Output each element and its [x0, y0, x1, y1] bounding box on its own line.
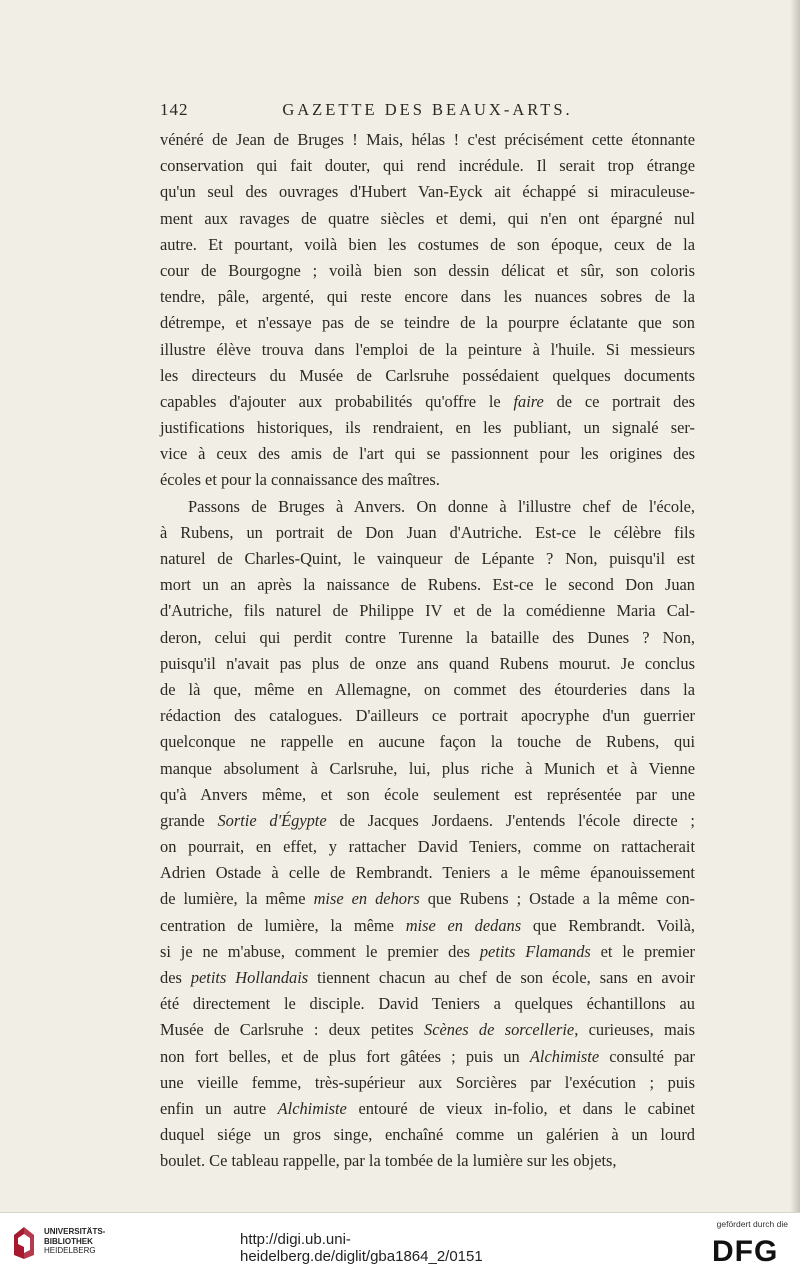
text-run: mort un an après la naissance de Rubens. Est-ce le second Don Juan — [160, 575, 695, 595]
text-run: d'Autriche, fils naturel de Philippe IV et de la comédienne Maria Cal- — [160, 601, 695, 621]
text-line — [160, 153, 695, 179]
text-line — [160, 913, 695, 939]
italic-title: Alchimiste — [277, 1098, 347, 1118]
text-line — [160, 1096, 695, 1122]
italic-title: Scènes de sorcellerie — [424, 1020, 575, 1040]
library-name-line3: HEIDELBERG — [44, 1246, 96, 1255]
text-run: que Rembrandt. Voilà, — [521, 915, 695, 935]
text-run: non fort belles, et de plus fort gâtées ; puis un — [160, 1046, 530, 1066]
text-line — [160, 991, 695, 1017]
text-run: on pourrait, en effet, y rattacher David Teniers, comme on rattacherait — [160, 837, 695, 857]
italic-title: Alchimiste — [529, 1046, 600, 1066]
text-line — [160, 756, 695, 782]
text-line — [160, 441, 695, 467]
text-line — [160, 284, 695, 310]
text-run: des — [160, 968, 191, 987]
text-line — [160, 389, 695, 415]
text-line — [160, 808, 695, 834]
text-line — [160, 572, 695, 598]
text-line — [160, 179, 695, 205]
text-line — [160, 703, 695, 729]
text-line — [160, 494, 695, 520]
text-run: qu'à Anvers même, et son école seulement est représentée par une — [160, 784, 695, 804]
page-number: 142 — [160, 100, 189, 119]
text-run: cour de Bourgogne ; voilà bien son dessin délicat et sûr, son coloris — [160, 260, 695, 280]
library-name — [44, 1227, 105, 1256]
text-run: capables d'ajouter aux probabilités qu'offre le — [160, 391, 514, 411]
text-line — [160, 598, 695, 624]
funded-by-label: gefördert durch die — [716, 1219, 788, 1229]
dfg-logo-text: DFG — [712, 1235, 779, 1265]
text-run: autre. Et pourtant, voilà bien les costumes de son époque, ceux de la — [160, 234, 695, 254]
text-line — [160, 834, 695, 860]
university-library-logo-icon — [10, 1225, 38, 1261]
text-run: conservation qui fait douter, qui rend incrédule. Il serait trop étrange — [160, 156, 695, 176]
text-run: enfin un autre — [160, 1098, 278, 1118]
text-run: de là que, même en Allemagne, on commet des étourderies dans la — [160, 679, 695, 699]
text-line — [160, 1148, 695, 1174]
text-line — [160, 415, 695, 441]
text-line — [160, 127, 695, 153]
text-line — [160, 1070, 695, 1096]
text-line — [160, 337, 695, 363]
italic-title: petits Flamands — [479, 941, 591, 961]
italic-title: petits Hollandais — [190, 968, 309, 987]
text-run: ment aux ravages de quatre siècles et demi, qui n'en ont épargné nul — [160, 208, 695, 228]
text-run: écoles et pour la connaissance des maîtres. — [160, 470, 440, 490]
italic-title: faire — [513, 391, 544, 411]
text-run: quelconque ne rappelle en aucune façon la touche de Rubens, qui — [160, 732, 695, 752]
text-run: Musée de Carlsruhe : deux petites — [160, 1020, 425, 1040]
italic-title: mise en dedans — [405, 915, 522, 935]
running-head — [160, 100, 695, 124]
dfg-logo-icon — [712, 1235, 788, 1265]
text-run: de Jacques Jordaens. J'entends l'école directe ; — [326, 810, 695, 830]
text-run: à Rubens, un portrait de Don Juan d'Autriche. Est-ce le célèbre fils — [160, 522, 695, 542]
text-run: tiennent chacun au chef de son école, sans en avoir — [308, 968, 696, 987]
text-run: manque absolument à Carlsruhe, lui, plus riche à Munich et à Vienne — [160, 758, 695, 778]
text-line — [160, 258, 695, 284]
text-run: grande — [160, 810, 218, 830]
text-run: , curieuses, mais — [574, 1020, 695, 1040]
text-run: entouré de vieux in-folio, et dans le cabinet — [346, 1098, 695, 1118]
text-line — [160, 965, 695, 991]
text-run: les directeurs du Musée de Carlsruhe possédaient quelques documents — [160, 365, 695, 385]
text-line — [160, 625, 695, 651]
text-line — [160, 886, 695, 912]
text-run: naturel de Charles-Quint, le vainqueur de Lépante ? Non, puisqu'il est — [160, 549, 695, 568]
text-run: puisqu'il n'avait pas plus de onze ans quand Rubens mourut. Je conclus — [160, 653, 695, 673]
page-edge-shadow — [790, 0, 800, 1212]
italic-title: mise en dehors — [313, 889, 420, 909]
library-name-line1: UNIVERSITÄTS- — [44, 1227, 106, 1236]
viewer-footer — [0, 1212, 800, 1271]
text-run: consulté par — [599, 1046, 695, 1066]
text-run: qu'un seul des ouvrages d'Hubert Van-Eyck ait échappé si miraculeuse- — [160, 182, 695, 202]
text-run: de lumière, la même — [160, 889, 314, 909]
text-line — [160, 1044, 695, 1070]
article-body — [160, 127, 695, 1175]
text-run: détrempe, et n'essaye pas de se teindre de la pourpre éclatante que son — [160, 313, 695, 333]
text-run: deron, celui qui perdit contre Turenne la bataille des Dunes ? Non, — [160, 627, 695, 647]
text-line — [160, 232, 695, 258]
text-run: Adrien Ostade à celle de Rembrandt. Teniers a le même épanouissement — [160, 863, 695, 883]
text-line — [160, 1122, 695, 1148]
text-run: boulet. Ce tableau rappelle, par la tombée de la lumière sur les objets, — [160, 1151, 617, 1171]
text-run: Passons de Bruges à Anvers. On donne à l'illustre chef de l'école, — [188, 496, 695, 516]
text-run: rédaction des catalogues. D'ailleurs ce portrait apocryphe d'un guerrier — [160, 706, 695, 726]
text-run: été directement le disciple. David Teniers a quelques échantillons au — [160, 994, 695, 1014]
text-line — [160, 651, 695, 677]
text-line — [160, 677, 695, 703]
italic-title: Sortie d'Égypte — [217, 810, 327, 830]
text-run: centration de lumière, la même — [160, 915, 406, 935]
text-run: que Rubens ; Ostade a la même con- — [419, 889, 695, 909]
text-run: si je ne m'abuse, comment le premier des — [160, 941, 480, 961]
text-line — [160, 1017, 695, 1043]
text-run: et le premier — [590, 941, 695, 961]
text-line — [160, 310, 695, 336]
text-line — [160, 467, 695, 493]
text-line — [160, 939, 695, 965]
text-run: une vieille femme, très-supérieur aux Sorcières par l'exécution ; puis — [160, 1072, 695, 1092]
text-run: duquel siége un gros singe, enchaîné comme un galérien à un lourd — [160, 1125, 695, 1145]
text-run: justifications historiques, ils rendraient, en les publiant, un signalé ser- — [160, 418, 695, 438]
text-run: illustre élève trouva dans l'emploi de la peinture à l'huile. Si messieurs — [160, 339, 695, 359]
library-name-line2: BIBLIOTHEK — [44, 1236, 93, 1246]
text-run: vénéré de Jean de Bruges ! Mais, hélas ! c'est précisément cette étonnante — [160, 130, 695, 149]
text-line — [160, 520, 695, 546]
text-run: de ce portrait des — [543, 391, 695, 411]
journal-title: GAZETTE DES BEAUX-ARTS. — [282, 100, 573, 119]
text-line — [160, 729, 695, 755]
text-line — [160, 860, 695, 886]
text-line — [160, 782, 695, 808]
text-line — [160, 206, 695, 232]
text-run: tendre, pâle, argenté, qui reste encore dans les nuances sobres de la — [160, 287, 695, 307]
text-line — [160, 546, 695, 572]
permalink-url[interactable]: http://digi.ub.uni-heidelberg.de/diglit/gba1864_2/0151 — [240, 1231, 483, 1265]
text-line — [160, 363, 695, 389]
text-run: vice à ceux des amis de l'art qui se passionnent pour les origines des — [160, 444, 695, 464]
